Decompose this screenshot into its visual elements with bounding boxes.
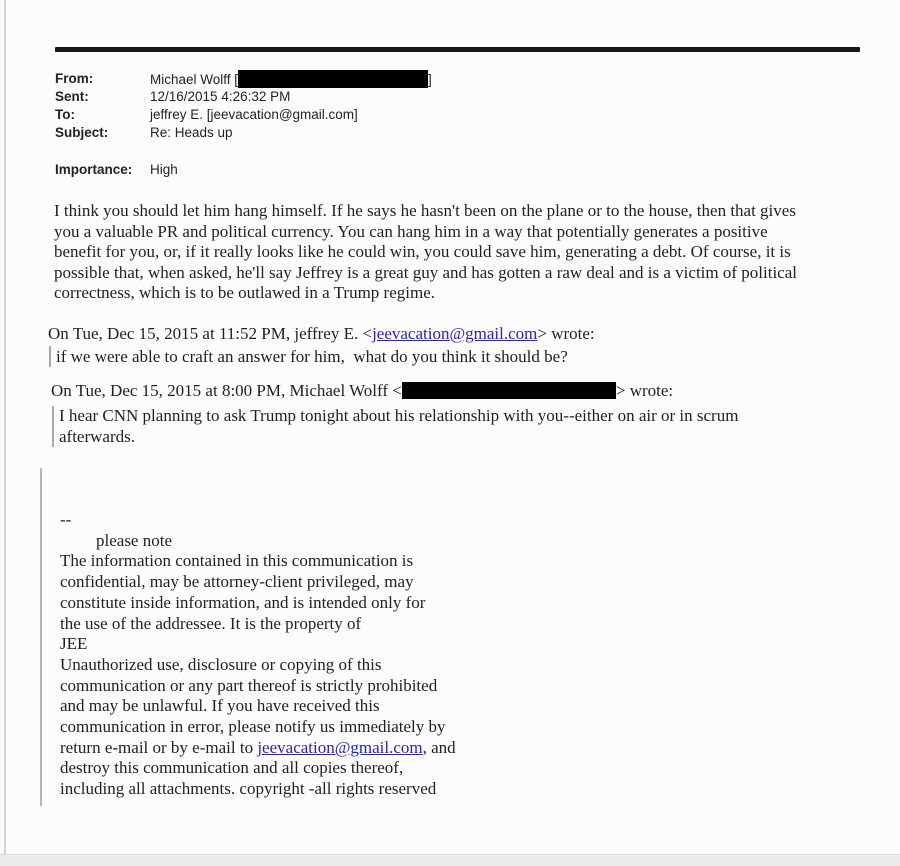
page-edge-line: [4, 0, 6, 855]
subject-label: Subject:: [55, 125, 109, 140]
redaction-bar-from-email: [238, 70, 428, 88]
to-value: jeffrey E. [jeevacation@gmail.com]: [150, 107, 358, 122]
quote2-attribution: [51, 381, 673, 401]
sent-label: Sent:: [55, 89, 89, 104]
signature-dashes: --: [60, 510, 72, 529]
quote1-body: if we were able to craft an answer for him, what do you think it should be?: [49, 346, 568, 367]
disclaimer-line: destroy this communication and all copies thereof,: [60, 758, 404, 778]
from-value: [150, 70, 432, 89]
signature-quote-bar: [40, 468, 42, 806]
disclaimer-line: constitute inside information, and is intended only for: [60, 592, 426, 612]
disclaimer-email-prefix: return e-mail or by e-mail to: [60, 737, 258, 757]
disclaimer-line: and may be unlawful. If you have received this: [60, 696, 380, 716]
signature-note: please note: [96, 530, 172, 550]
disclaimer-email-suffix: , and: [422, 737, 456, 757]
message-body: [54, 201, 797, 304]
header-divider-rule: [55, 47, 860, 52]
body-line: possible that, when asked, he'll say Jeffrey is a great guy and has gotten a raw deal and is a victim of political: [54, 262, 797, 282]
email-header: [55, 70, 432, 142]
disclaimer-line: the use of the addressee. It is the property of: [60, 613, 362, 633]
quote1-attribution: [48, 324, 595, 344]
disclaimer-line: JEE: [60, 634, 88, 654]
disclaimer-line: The information contained in this communication is: [60, 551, 414, 571]
disclaimer-line: communication or any part thereof is strictly prohibited: [60, 675, 438, 695]
header-row-from: [55, 70, 432, 88]
from-label: From:: [55, 71, 94, 86]
quote2-attribution-prefix: On Tue, Dec 15, 2015 at 8:00 PM, Michael Wolff <: [51, 381, 402, 400]
quote2-attribution-suffix: > wrote:: [615, 381, 674, 400]
subject-value: Re: Heads up: [150, 125, 233, 140]
to-label: To:: [55, 107, 75, 122]
sent-value: 12/16/2015 4:26:32 PM: [150, 89, 291, 104]
importance-label: Importance:: [55, 162, 133, 177]
email-link[interactable]: jeevacation@gmail.com: [257, 737, 423, 757]
quote1-attribution-prefix: On Tue, Dec 15, 2015 at 11:52 PM, jeffrey E. <: [48, 324, 373, 343]
quote1-attribution-suffix: > wrote:: [537, 324, 595, 343]
quote2-line: afterwards.: [59, 426, 135, 446]
from-value-prefix: Michael Wolff [: [150, 72, 239, 87]
signature-block: [60, 510, 456, 800]
body-line: I think you should let him hang himself. If he says he hasn't been on the plane or to the house, then that gives: [54, 201, 796, 220]
disclaimer-line: including all attachments. copyright -all rights reserved: [60, 779, 437, 799]
header-row-to: [55, 106, 432, 124]
importance-row: [55, 161, 178, 179]
body-line: benefit for you, or, if it really looks like he could win, you could save him, generating a debt. Of course, it is: [54, 242, 791, 261]
importance-value: High: [150, 162, 178, 177]
quote2-body: [52, 406, 738, 447]
header-row-sent: [55, 88, 432, 106]
disclaimer-line: Unauthorized use, disclosure or copying of this: [60, 654, 382, 674]
header-row-subject: [55, 124, 432, 142]
redaction-bar-sender-email: [402, 382, 616, 399]
disclaimer-line: confidential, may be attorney-client privileged, may: [60, 572, 414, 592]
disclaimer-line: [60, 738, 456, 759]
body-line: correctness, which is to be outlawed in a Trump regime.: [54, 283, 436, 302]
quote2-line: I hear CNN planning to ask Trump tonight about his relationship with you--either on air or in scrum: [59, 406, 739, 425]
email-link[interactable]: jeevacation@gmail.com: [372, 324, 538, 343]
page-bottom-edge: [0, 854, 900, 866]
body-line: you a valuable PR and political currency. You can hang him in a way that potentially generates a positive: [54, 221, 768, 241]
disclaimer-line: communication in error, please notify us immediately by: [60, 717, 446, 737]
from-value-suffix: ]: [428, 72, 432, 87]
